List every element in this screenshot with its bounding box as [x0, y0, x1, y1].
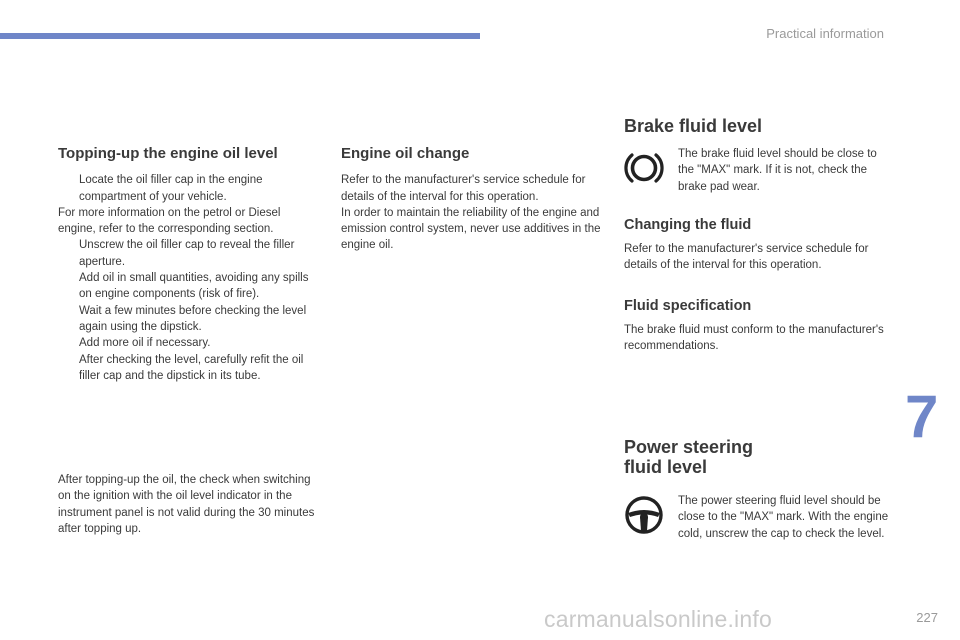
header-accent-bar: [0, 33, 480, 39]
topping-up-step-1: Locate the oil filler cap in the engine compartment of your vehicle.: [79, 174, 263, 203]
fluid-spec-text: The brake fluid must conform to the manufacturer's recommendations.: [624, 324, 884, 353]
watermark: carmanualsonline.info: [544, 606, 772, 632]
topping-up-note: For more information on the petrol or Diesel engine, refer to the corresponding section.: [58, 206, 281, 236]
changing-fluid-title: Changing the fluid: [624, 216, 752, 233]
power-steering-title: Power steering fluid level: [624, 437, 754, 477]
chapter-number: 7: [905, 383, 939, 450]
topping-up-title: Topping-up the engine oil level: [58, 145, 278, 162]
engine-oil-change-text-2: In order to maintain the reliability of the engine and emission control system, never use additives in the engine oil.: [341, 206, 601, 252]
engine-oil-change-text-1: Refer to the manufacturer's service schedule for details of the interval for this operation.: [341, 174, 586, 203]
topping-up-step: After checking the level, carefully refit the oil filler cap and the dipstick in its tube.: [79, 353, 304, 382]
topping-up-step: Add more oil if necessary.: [79, 337, 211, 350]
brake-warning-icon: [624, 148, 664, 188]
topping-up-after-note: After topping-up the oil, the check when switching on the ignition with the oil level indicator in the instrument panel is not valid during the 30 minutes after topping up.: [58, 474, 315, 535]
engine-oil-change-section: [341, 146, 603, 254]
steering-wheel-icon: [624, 495, 664, 535]
fluid-spec-title: Fluid specification: [624, 297, 752, 314]
page-number: 227: [916, 610, 938, 625]
topping-up-section: [58, 146, 316, 384]
engine-oil-change-title: Engine oil change: [341, 145, 470, 162]
brake-fluid-title: Brake fluid level: [624, 116, 763, 136]
changing-fluid-text: Refer to the manufacturer's service schedule for details of the interval for this operation.: [624, 243, 869, 272]
brake-fluid-section: [624, 116, 892, 355]
topping-up-step: Add oil in small quantities, avoiding any spills on engine components (risk of fire).: [79, 272, 309, 301]
brake-fluid-text: The brake fluid level should be close to the "MAX" mark. If it is not, check the brake pad wear.: [678, 148, 877, 193]
power-steering-text: The power steering fluid level should be close to the "MAX" mark. With the engine cold, unscrew the cap to check the level.: [678, 495, 889, 540]
section-header-title: Practical information: [766, 26, 884, 41]
topping-up-step: Unscrew the oil filler cap to reveal the filler aperture.: [79, 239, 295, 268]
power-steering-section: [624, 437, 892, 542]
topping-up-step: Wait a few minutes before checking the level again using the dipstick.: [79, 304, 307, 333]
